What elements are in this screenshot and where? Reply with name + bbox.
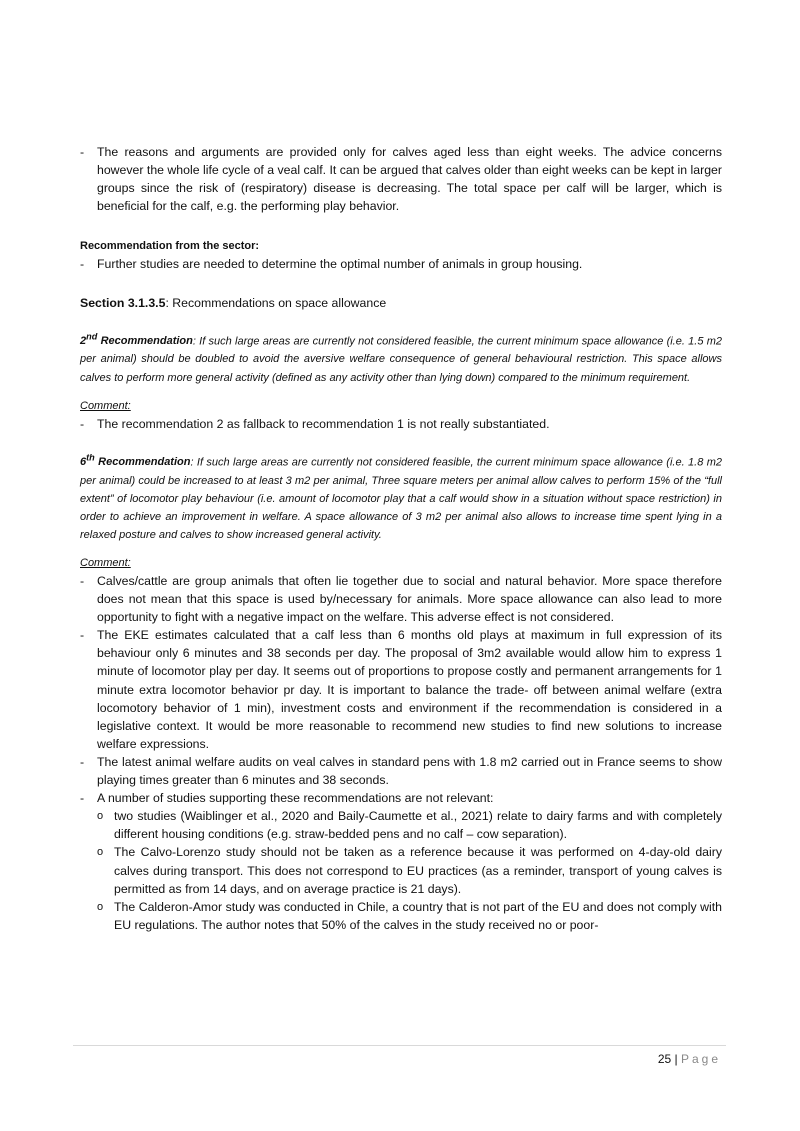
sub-bullet-text: The Calderon-Amor study was conducted in Chile, a country that is not part of the EU and does not comply with EU regulations. The author notes that 50% of the calves in the study received no or poor- [114, 899, 722, 932]
dash-bullet: - [80, 257, 85, 272]
recommendation-2 [80, 328, 722, 387]
recommendation-6 [80, 449, 722, 544]
rec-number: 2 [80, 335, 87, 348]
circle-bullet-icon: o [97, 810, 104, 823]
bullet-item [80, 143, 722, 215]
sub-bullet-item [97, 898, 722, 934]
bullet-item [80, 255, 722, 273]
bullet-text: Calves/cattle are group animals that often lie together due to social and natural behavior. More space therefore does not mean that this space is used by/necessary for animals. More space allowance can also lead to more opportunity to fight with a negative impact on the welfare. This adverse effect is not considered. [97, 574, 722, 625]
rec-ordinal: th [86, 452, 95, 463]
circle-bullet-icon: o [97, 846, 104, 859]
page-label: Page [680, 1052, 721, 1066]
bullet-text: The reasons and arguments are provided only for calves aged less than eight weeks. The advice concerns however the whole life cycle of a veal calf. It can be argued that calves older than eight weeks can be kept in larger groups since the risk of (respiratory) disease is decreasing. The total space per calf will be larger, which is beneficial for the calf, e.g. the performing play behavior. [97, 145, 722, 214]
dash-bullet: - [80, 791, 85, 806]
footer-separator: | [671, 1052, 681, 1066]
bullet-item [80, 626, 722, 753]
comment-label: Comment: [80, 556, 131, 569]
bullet-text: A number of studies supporting these recommendations are not relevant: [97, 791, 494, 806]
page-footer [658, 1052, 721, 1066]
sub-bullet-text: The Calvo-Lorenzo study should not be taken as a reference because it was performed on 4-day-old dairy calves during transport. This does not correspond to EU practices (as a reminder, transport of young calves is permitted as from 14 days, and on average practice is 21 days). [114, 845, 722, 896]
dash-bullet: - [80, 574, 85, 588]
sub-bullet-item [97, 843, 722, 897]
bullet-text: The EKE estimates calculated that a calf less than 6 months old plays at maximum in full expression of its behaviour only 6 minutes and 38 seconds per day. The proposal of 3m2 available would allow him to express 1 minute of locomotor play per day. It seems out of proportions to propose costly and permanent arrangements for 1 minute extra locomotor behavior pr day. It is important to balance the trade- off between animal welfare (extra locomotory behavior of 1 min), investment costs and environment if the recommendation is considered in a legislative context. It would be more reasonable to recommend new studies to find new solutions to increase welfare expressions. [97, 628, 722, 751]
rec-ordinal: nd [86, 331, 98, 342]
section-title: : Recommendations on space allowance [165, 295, 387, 310]
rec-label: Recommendation [94, 456, 191, 469]
rec-label: Recommendation [97, 335, 193, 348]
sector-heading: Recommendation from the sector: [80, 240, 260, 253]
bullet-item [80, 753, 722, 789]
circle-bullet-icon: o [97, 900, 104, 913]
rec-number: 6 [80, 456, 87, 469]
sub-bullet-text: two studies (Waiblinger et al., 2020 and Baily-Caumette et al., 2021) relate to dairy farms and with completely different housing conditions (e.g. straw-bedded pens and no calf – cow separation). [114, 809, 722, 842]
dash-bullet: - [80, 628, 85, 643]
dash-bullet: - [80, 416, 85, 431]
bullet-item [80, 572, 722, 626]
section-heading [80, 294, 722, 312]
dash-bullet: - [80, 145, 85, 159]
bullet-item [80, 789, 722, 807]
footer-divider [73, 1045, 726, 1046]
dash-bullet: - [80, 754, 85, 769]
bullet-text: The latest animal welfare audits on veal calves in standard pens with 1.8 m2 carried out in France seems to show playing times greater than 6 minutes and 38 seconds. [97, 754, 722, 788]
bullet-item [80, 415, 722, 433]
section-number: Section 3.1.3.5 [80, 295, 166, 310]
rec-text: : If such large areas are currently not considered feasible, the current minimum space allowance (i.e. 1.8 m2 per animal) could be increased to at least 3 m2 per animal, Three square meters per animal allow calves to perform 15% of the “full extent” of locomotor play behaviour (i.e. amount of locomotor play that a calf would show in a situation without space restriction) in order to achieve an improvement in welfare. A space allowance of 3 m2 per animal also allows to increase time spent lying in a relaxed posture and calves to show increased general activity. [80, 456, 722, 541]
document-body [80, 143, 722, 934]
comment-label: Comment: [80, 399, 131, 412]
rec-text: : If such large areas are currently not considered feasible, the current minimum space allowance (i.e. 1.5 m2 per animal) should be doubled to avoid the aversive welfare consequence of general behavioural restriction. This space allows calves to perform more general activity (defined as any activity other than lying down) compared to the minimum requirement. [80, 335, 722, 384]
sub-bullet-item [97, 807, 722, 843]
bullet-text: The recommendation 2 as fallback to recommendation 1 is not really substantiated. [97, 416, 550, 431]
bullet-text: Further studies are needed to determine the optimal number of animals in group housing. [97, 257, 583, 272]
page-number: 25 [657, 1052, 672, 1066]
